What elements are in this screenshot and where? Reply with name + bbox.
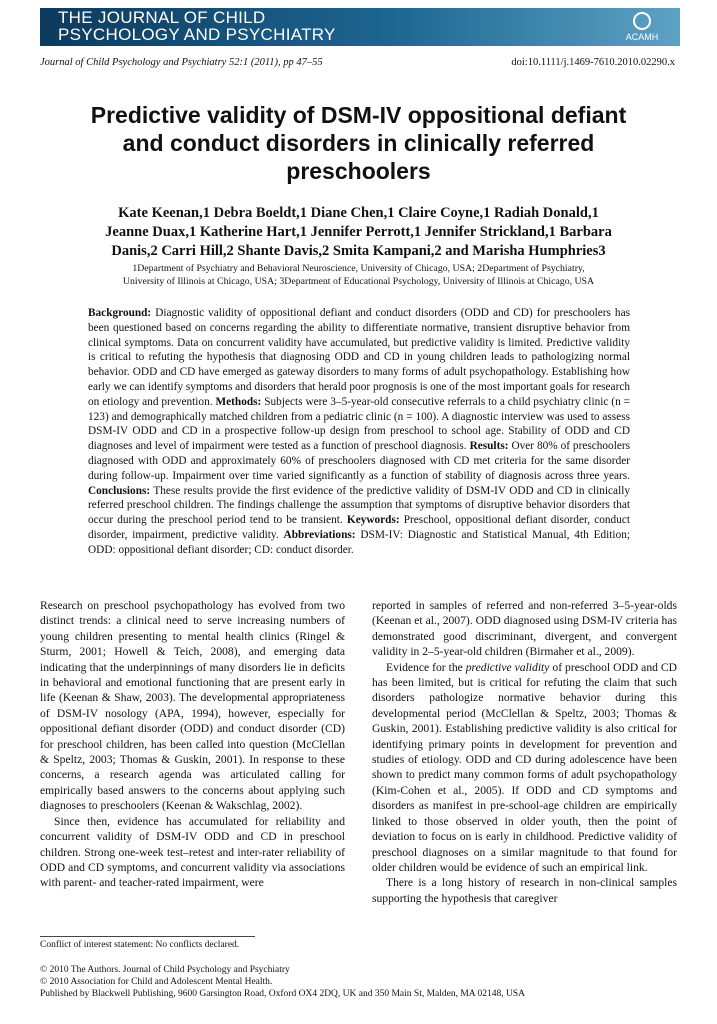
copyright-block xyxy=(40,964,525,1000)
keywords-label: Keywords: xyxy=(346,514,400,527)
body-paragraph: Since then, evidence has accumulated for reliability and concurrent validity of DSM-IV ODD and CD in preschool children. Strong one-week test–retest and inter-rater reliability of ODD and CD symptoms, and concurrent validity via associations with parent- and teacher-rated impairment, were xyxy=(40,814,345,890)
affiliations xyxy=(70,262,647,288)
publisher-line: Published by Blackwell Publishing, 9600 Garsington Road, Oxford OX4 2DQ, UK and 350 Main St, Malden, MA 02148, USA xyxy=(40,989,526,999)
conflict-statement: Conflict of interest statement: No conflicts declared. xyxy=(40,940,240,950)
body-paragraph: Research on preschool psychopathology has evolved from two distinct trends: a clinical need to serve increasing numbers of young children presenting to mental health clinics (Ringel & Sturm, 2001; Howell & Teich, 2008), and emerging data indicating that the underpinnings of many disorders lie in deficits in behavioral and emotional functioning that are present early in life (Keenan & Shaw, 2003). The developmental appropriateness of DSM-IV nosology (APA, 1994), however, especially for oppositional defiant disorder (ODD) and conduct disorder (CD) for preschool children, has been called into question (McClellan & Speltz, 2003; Thomas & Guskin, 2001). In response to these concerns, a research agenda was articulated calling for empirically based answers to the concerns about applying such diagnoses to preschoolers (Keenan & Wakschlag, 2002). xyxy=(40,599,345,813)
journal-name xyxy=(58,9,336,43)
authors-line: Kate Keenan,1 Debra Boeldt,1 Diane Chen,1 Claire Coyne,1 Radiah Donald,1 xyxy=(118,205,599,221)
copyright-line: © 2010 Association for Child and Adolescent Mental Health. xyxy=(40,977,273,987)
abstract-results-label: Results: xyxy=(469,440,509,453)
copyright-line: © 2010 The Authors. Journal of Child Psychology and Psychiatry xyxy=(40,965,290,975)
affiliation-line: University of Illinois at Chicago, USA; 3Department of Educational Psychology, University of Illinois at Chicago, USA xyxy=(122,276,595,287)
abstract-results: Over 80% of preschoolers diagnosed with ODD and approximately 60% of preschoolers diagnosed with CD met criteria for the same disorder during follow-up. Impairment over time varied significantly as a function of stability of diagnosis across three years. xyxy=(88,440,631,482)
text-run: of preschool ODD and CD has been limited, but is critical for refuting the claim that such disorders pathologize normative behavior during this developmental period (McClellan & Speltz, 2003; Thomas & Guskin, 2001). Establishing predictive validity is also critical for identifying primary points in development for prevention and studies of etiology. ODD and CD during adolescence have been shown to predict many common forms of adult psychopathology (Kim-Cohen et al., 2005). If ODD and CD symptoms and disorders as manifest in pre-school-age children are empirically linked to those observed in older youth, then the point of deviation to focus on is early in childhood. Predictive validity of preschool diagnoses on a similar magnitude to that found for older children would be evidence of such an empirical link. xyxy=(372,660,677,874)
logo-text: ACAMH xyxy=(625,32,659,42)
journal-citation: Journal of Child Psychology and Psychiatry 52:1 (2011), pp 47–55 xyxy=(40,57,323,68)
abstract xyxy=(88,306,630,558)
abstract-conclusions: These results provide the first evidence of the predictive validity of DSM-IV ODD and CD in clinically referred preschool children. The findings challenge the assumption that symptoms of disruptive behavior disorders that occur during the preschool period tend to be transient. xyxy=(88,484,630,527)
journal-banner xyxy=(40,8,680,46)
abbreviations: DSM-IV: Diagnostic and Statistical Manual, 4th Edition; ODD: oppositional defiant disorder; CD: conduct disorder. xyxy=(88,528,631,556)
acamh-logo xyxy=(610,12,674,42)
body-paragraph: There is a long history of research in non-clinical samples supporting the hypothesis that caregiver xyxy=(372,876,677,905)
authors-line: Danis,2 Carri Hill,2 Shante Davis,2 Smita Kampani,2 and Marisha Humphries3 xyxy=(111,243,606,259)
abstract-methods: Subjects were 3–5-year-old consecutive referrals to a child psychiatry clinic (n = 123) and demographically matched children from a pediatric clinic (n = 100). A diagnostic interview was used to assess DSM-IV ODD and CD in a prospective follow-up design from preschool to school age. Stability of ODD and CD diagnoses and level of impairment were tested as a function of preschool diagnosis. xyxy=(88,395,631,453)
text-run: Evidence for the xyxy=(386,660,466,674)
journal-name-line1: THE JOURNAL OF CHILD xyxy=(58,8,266,27)
body-paragraph: reported in samples of referred and non-referred 3–5-year-olds (Keenan et al., 2007). ODD diagnosed using DSM-IV criteria has demonstrated good discriminant, divergent, and convergent validity in 2–5-year-old children (Birmaher et al., 2009). xyxy=(372,599,677,659)
footnote-divider xyxy=(40,936,255,937)
doi: doi:10.1111/j.1469-7610.2010.02290.x xyxy=(511,57,675,68)
body-column-left xyxy=(40,598,345,891)
logo-ring-icon xyxy=(633,12,651,30)
body-paragraph xyxy=(372,660,677,876)
keywords: Preschool, oppositional defiant disorder, conduct disorder, impairment, predictive validity. xyxy=(88,514,630,541)
abstract-conclusions-label: Conclusions: xyxy=(88,484,151,497)
abbreviations-label: Abbreviations: xyxy=(283,528,356,541)
abstract-methods-label: Methods: xyxy=(215,395,262,408)
affiliation-line: 1Department of Psychiatry and Behavioral Neuroscience, University of Chicago, USA; 2Department of Psychiatry, xyxy=(132,263,585,274)
journal-name-line2: PSYCHOLOGY AND PSYCHIATRY xyxy=(58,25,336,44)
abstract-background: Diagnostic validity of oppositional defiant and conduct disorders (ODD and CD) for preschoolers has been questioned based on concerns regarding the ability to differentiate normative, transient disruptive behavior from clinical symptoms. Data on concurrent validity have accumulated, but predictive validity is limited. Predictive validity is critical to refuting the hypothesis that diagnosing ODD and CD in young children leads to pathologizing normal behavior. ODD and CD have emerged as gateway disorders to many forms of adult psychopathology. Establishing how early we can identify symptoms and disorders that herald poor prognosis is one of the most important goals for research on etiology and prevention. xyxy=(88,307,630,408)
body-column-right xyxy=(372,598,677,906)
emphasis-text: predictive validity xyxy=(465,660,550,674)
abstract-background-label: Background: xyxy=(88,307,152,319)
article-title: Predictive validity of DSM-IV oppositional defiant and conduct disorders in clinically referred preschoolers xyxy=(90,102,627,184)
authors-line: Jeanne Duax,1 Katherine Hart,1 Jennifer Perrott,1 Jennifer Strickland,1 Barbara xyxy=(105,224,612,240)
author-list xyxy=(70,204,647,261)
